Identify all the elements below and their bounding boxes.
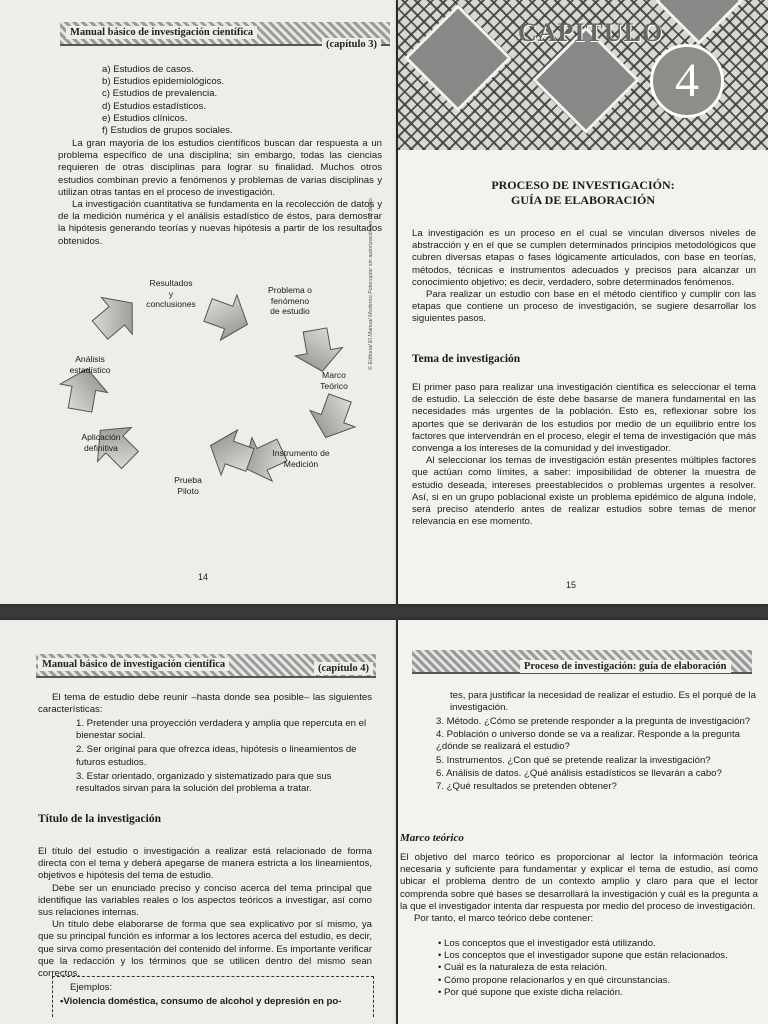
body-text (38, 692, 372, 716)
body-text (400, 852, 758, 925)
list-item: 1. Pretender una proyección verdadera y amplia que repercuta en el bienestar social. (76, 718, 367, 742)
cycle-arrow (200, 287, 256, 346)
list-item: • Cuál es la naturaleza de esta relación. (438, 962, 608, 974)
cycle-label-application: Aplicación definitiva (81, 432, 121, 453)
body-text (412, 382, 756, 528)
list-item: a) Estudios de casos. (102, 64, 194, 75)
paragraph: La gran mayoría de los estudios científicos buscan dar respuesta a un problema específico de una disciplina; sin embargo, todas las ciencias requieren de otras disciplinas para lograr su finalidad. Muchos otros estudios combinan previo a fenómenos y problemas de varias disciplinas y utilizan otras tantas en el proceso de investigación. (58, 138, 382, 198)
body-text (450, 690, 756, 714)
paragraph: El título del estudio o investigación a realizar está relacionado de forma directa con el tema y deberá apegarse de manera estricta a los lineamientos, objetivos e hipótesis del tema de estudio. (38, 846, 372, 882)
chapter-title-line1: PROCESO DE INVESTIGACIÓN: (491, 178, 675, 192)
section-title: Título de la investigación (38, 813, 161, 825)
paragraph: Al seleccionar los temas de investigación están presentes múltiples factores que actúan como límites, a saber: imposibilidad de obtener la muestra de estudio deseada, intereses preestablecidos o problemas urgentes a resolver. Así, si en un grupo poblacional existe un problema epidémico de alguna índole, será preciso atenderlo antes de realizar estudios sobre temas de menor relevancia en ese momento. (412, 455, 756, 528)
page-14 (0, 0, 396, 604)
example-item: •Violencia doméstica, consumo de alcohol y depresión en po- (60, 996, 342, 1007)
paragraph: La investigación cuantitativa se fundamenta en la recolección de datos y de la medición numérica y el análisis estadístico de éstos, para demostrar la hipótesis generando teorías y nuevas hipótesis a partir de los resultados obtenidos. (58, 199, 382, 247)
list-item: 3. Estar orientado, organizado y sistematizado para que sus resultados sirvan para la solución del problema a tratar. (76, 770, 332, 795)
list-item: 5. Instrumentos. ¿Con qué se pretende realizar la investigación? (436, 754, 711, 766)
banner-diamond (404, 4, 511, 111)
paragraph: Debe ser un enunciado preciso y conciso acerca del tema principal que identifique las variables reales o los aspectos teóricos a investigar, así como sus relaciones internas. (38, 882, 372, 919)
framework-bullets (438, 938, 758, 999)
cycle-label-framework: Marco Teórico (320, 370, 348, 391)
list-item: • Cómo propone relacionarlos y en qué circunstancias. (438, 974, 671, 986)
list-item: 4. Población o universo donde se va a realizar. Responde a la pregunta ¿dónde se realizará el estudio? (436, 729, 741, 753)
paragraph: tes, para justificar la necesidad de realizar el estudio. Es el porqué de la investigación. (450, 690, 756, 714)
paragraph: Un título debe elaborarse de forma que sea explicativo por sí mismo, ya que su principal función es informar a los lectores acerca del estudio, es decir, que sirva como presentación del contenido del informe. Es importante verificar que la redacción y los términos que se utilicen dentro del mismo sean correctos. (38, 919, 372, 980)
chapter-title-line2: GUÍA DE ELABORACIÓN (510, 193, 656, 207)
list-item: 6. Análisis de datos. ¿Qué análisis estadísticos se llevarán a cabo? (436, 767, 722, 779)
page-17 (398, 620, 768, 1024)
running-header-title: Manual básico de investigación científica (66, 26, 257, 39)
banner-diamond (655, 0, 743, 45)
study-types-list (102, 64, 362, 137)
copyright-note: © Editorial El Manual Moderno Fotocopiar sin autorización es un delito. (368, 196, 374, 370)
paragraph: Por tanto, el marco teórico debe contener: (414, 913, 594, 925)
running-header-chapter: (capítulo 4) (314, 662, 373, 675)
running-header-title: Manual básico de investigación científica (38, 658, 229, 671)
list-item: e) Estudios clínicos. (102, 112, 188, 124)
page-16 (0, 620, 396, 1024)
page-15 (398, 0, 768, 604)
chapter-number: 4 (650, 44, 724, 118)
body-text (38, 846, 372, 980)
list-item: 7. ¿Qué resultados se pretenden obtener? (436, 781, 617, 793)
running-header-chapter: (capítulo 3) (322, 38, 381, 51)
cycle-label-pilot: Prueba Piloto (174, 475, 202, 496)
cycle-arrow (202, 423, 258, 482)
list-item: 3. Método. ¿Cómo se pretende responder a la pregunta de investigación? (436, 716, 751, 727)
examples-label: Ejemplos: (70, 982, 113, 993)
list-item: b) Estudios epidemiológicos. (102, 76, 225, 88)
list-item: d) Estudios estadísticos. (102, 100, 206, 112)
page-number: 14 (198, 572, 209, 582)
body-text (58, 138, 382, 248)
page-number: 15 (566, 580, 577, 590)
cycle-arrow (291, 326, 346, 376)
list-item: c) Estudios de prevalencia. (102, 88, 218, 100)
paragraph: Para realizar un estudio con base en el método científico y cumplir con las etapas que contiene un proceso de investigación, se sugiere desarrollar los siguientes pasos. (412, 289, 756, 325)
list-item: 2. Ser original para que ofrezca ideas, hipótesis o lineamientos de futuros estudios. (76, 744, 357, 768)
list-item: • Por qué supone que existe dicha relación. (438, 986, 623, 998)
paragraph: La investigación es un proceso en el cual se vinculan diversos niveles de abstracción y en el que se cumplen determinados principios metodológicos que cubren diversas etapas o fases lógicamente articulados, con base en teorías, métodos, técnicas e instrumentos adecuados y precisos para alcanzar un conocimiento objetivo; es decir, verdadero, sobre determinados fenómenos. (412, 228, 756, 288)
section-title: Tema de investigación (412, 353, 521, 365)
chapter-word: CAPÍTULO (518, 18, 664, 47)
paragraph: El objetivo del marco teórico es proporcionar al lector la información teórica necesaria y suficiente para fundamentar y explicar el tema de estudio, así como ubicar el problema dentro de un contexto amplio y claro para que el lector comprenda sobre qué bases se desarrollará la investigación y cuál es la pregunta a la que el investigador intenta dar respuesta por medio del proceso de investigación. (400, 852, 758, 912)
list-item: • Los conceptos que el investigador supone que están relacionados. (438, 950, 728, 962)
list-item: • Los conceptos que el investigador está utilizando. (438, 938, 656, 949)
chapter-banner (398, 0, 768, 150)
cycle-label-results: Resultados y conclusiones (146, 278, 196, 309)
cycle-label-instrument: Instrumento de Medición (272, 448, 330, 469)
section-title: Marco teórico (400, 832, 464, 844)
running-header-title: Proceso de investigación: guía de elaboración (520, 660, 731, 673)
paragraph: El tema de estudio debe reunir –hasta donde sea posible– las siguientes características: (38, 692, 372, 716)
paragraph: El primer paso para realizar una investigación científica es seleccionar el tema de estudio. La selección de éste debe basarse de manera fundamental en las necesidades más urgentes de la población. Esto es, reflexionar sobre los aportes que se derivarán de los estudios por medio de un equilibrio entre los factores que intervendrán en el proceso, elegir el tema de investigación que más convenga a los intereses de la comunidad y del investigador. (412, 382, 756, 455)
protocol-list (436, 716, 758, 793)
cycle-arrow (303, 390, 360, 446)
list-item: f) Estudios de grupos sociales. (102, 125, 233, 137)
body-text (412, 228, 756, 326)
cycle-label-analysis: Análisis estadístico (69, 354, 111, 375)
characteristics-list (76, 718, 368, 795)
cycle-label-problem: Problema o fenómeno de estudio (268, 285, 312, 316)
